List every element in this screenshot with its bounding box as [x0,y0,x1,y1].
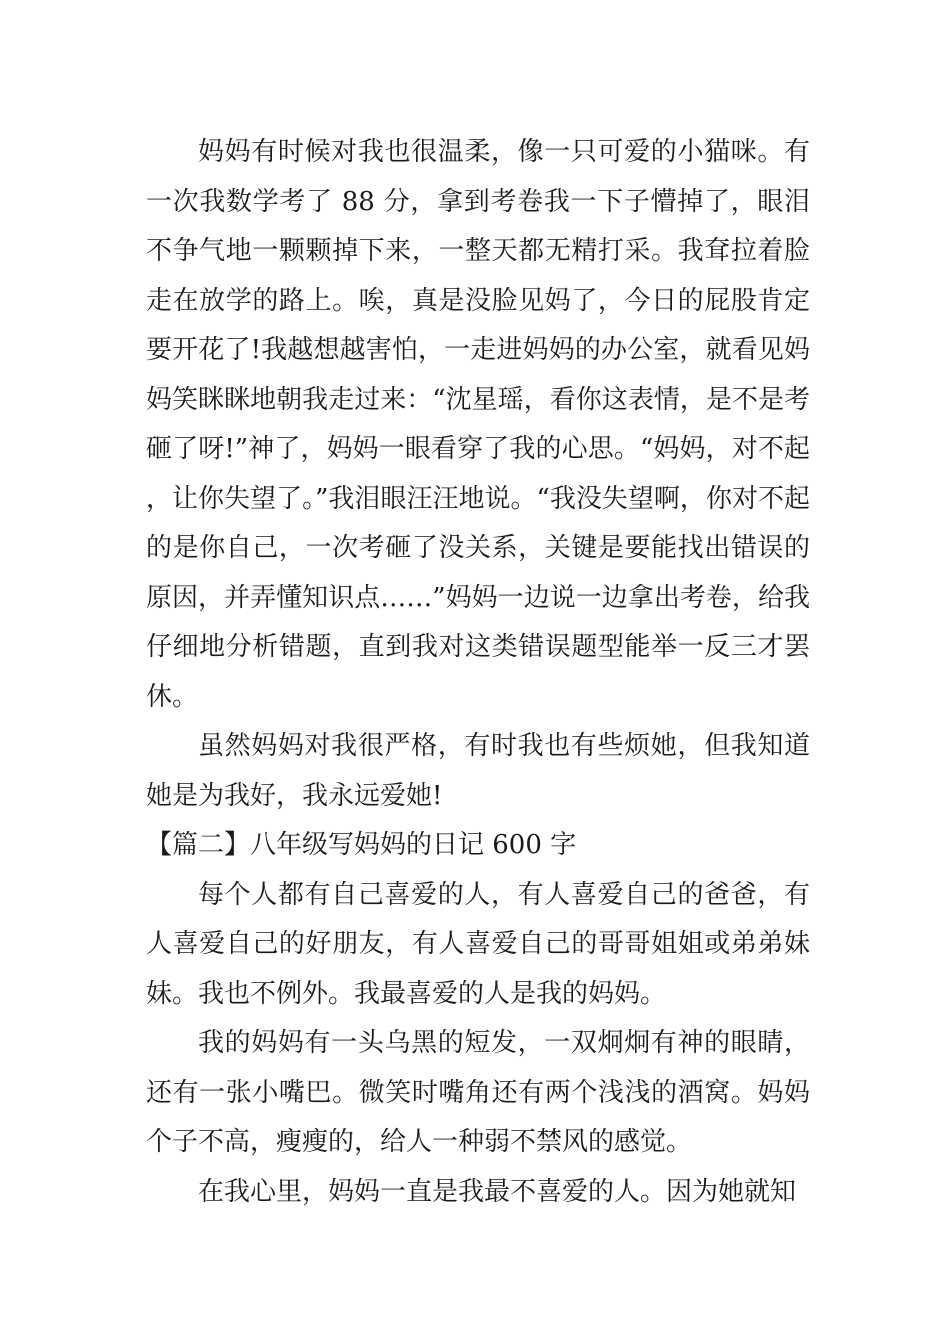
paragraph-least-liked: 在我心里，妈妈一直是我最不喜爱的人。因为她就知 [198,1176,797,1207]
document-body [146,128,810,1217]
paragraph-gentle-mother: 妈妈有时候对我也很温柔，像一只可爱的小猫咪。有一次我数学考了 88 分，拿到考卷我一下子懵掉了，眼泪不争气地一颗颗掉下来，一整天都无精打采。我耷拉着脸走在放学的路上。唉，真是没脸见妈了，今日的屁股肯定要开花了!我越想越害怕，一走进妈妈的办公室，就看见妈妈笑眯眯地朝我走过来：“沈星瑶，看你这表情，是不是考砸了呀!”神了，妈妈一眼看穿了我的心思。“妈妈，对不起，让你失望了。”我泪眼汪汪地说。“我没失望啊，你对不起的是你自己，一次考砸了没关系，关键是要能找出错误的原因，并弄懂知识点……”妈妈一边说一边拿出考卷，给我仔细地分析错题，直到我对这类错误题型能举一反三才罢休。 [146,137,810,712]
paragraph-mother-appearance: 我的妈妈有一头乌黑的短发，一双炯炯有神的眼睛，还有一张小嘴巴。微笑时嘴角还有两个浅浅的酒窝。妈妈个子不高，瘦瘦的，给人一种弱不禁风的感觉。 [146,1028,810,1157]
section-heading: 【篇二】八年级写妈妈的日记 600 字 [146,830,577,860]
paragraph-strict-but-loving: 虽然妈妈对我很严格，有时我也有些烦她，但我知道她是为我好，我永远爱她! [146,731,810,811]
paragraph-favorite-person: 每个人都有自己喜爱的人，有人喜爱自己的爸爸，有人喜爱自己的好朋友，有人喜爱自己的哥哥姐姐或弟弟妹妹。我也不例外。我最喜爱的人是我的妈妈。 [146,879,810,1009]
